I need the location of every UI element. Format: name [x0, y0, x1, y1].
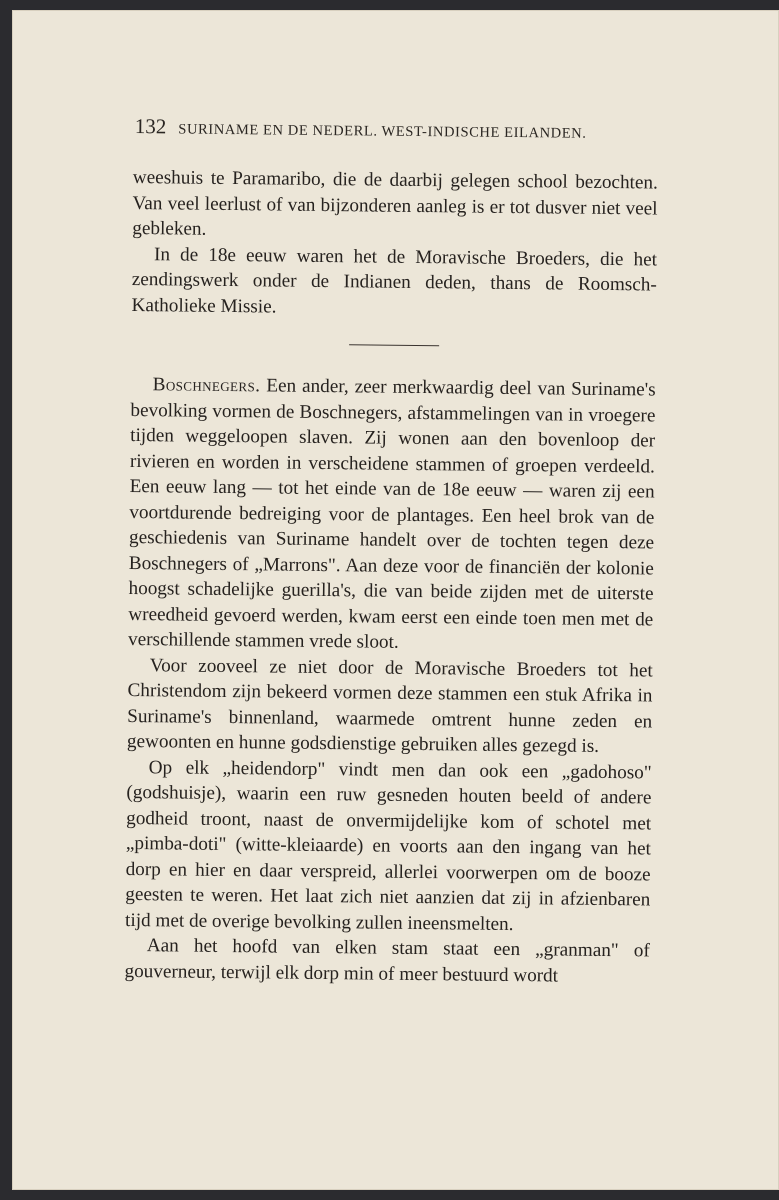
- running-head: [135, 114, 675, 145]
- book-page: [12, 10, 779, 1190]
- paragraph-christendom: Voor zooveel ze niet door de Moravische Broeders tot het Christendom zijn bekeerd vormen deze stammen een stuk Afrika in Suriname's binnenland, waarmede omtrent hunne zeden en gewoonten en hunne godsdienstige gebruiken alles gezegd is.: [126, 654, 653, 757]
- paragraph-granman: Aan het hoofd van elken stam staat een „granman" of gouverneur, terwijl elk dorp min of meer bestuurd wordt: [124, 935, 650, 986]
- section-heading: Boschnegers.: [152, 374, 261, 397]
- section-divider: [349, 344, 439, 346]
- running-title: SURINAME EN DE NEDERL. WEST-INDISCHE EILANDEN.: [178, 121, 587, 142]
- paragraph-heidendorp: Op elk „heidendorp" vindt men dan ook een „gadohoso" (godshuisje), waarin een ruw gesneden houten beeld of andere godheid troont, naast de onvermijdelijke kom of schotel met „pimba-doti" (witte-kleiaarde) en voorts aan den ingang van het dorp en hier en daar verspreid, allerlei voorwerpen om de booze geesten te weren. Het laat zich niet aanzien dat zij in afzienbaren tijd met de overige bevolking zullen ineensmelten.: [124, 756, 652, 935]
- body-text: [124, 165, 658, 989]
- page-number: 132: [134, 114, 167, 139]
- paragraph-moravian-brothers: In de 18e eeuw waren het de Moravische Broeders, die het zendingswerk onder de Indianen deden, thans de Roomsch-Katholieke Missie.: [131, 243, 658, 318]
- paragraph-boschnegers: [128, 372, 656, 658]
- paragraph-boschnegers-text: Een ander, zeer merkwaardig deel van Suriname's bevolking vormen de Boschnegers, afstammelingen van in vroegere tijden weggeloopen slaven. Zij wonen aan den bovenloop der rivieren en worden in verscheidene stammen of groepen verdeeld. Een eeuw lang — tot het einde van de 18e eeuw — waren zij een voortdurende bedreiging voor de plantages. Een heel brok van de geschiedenis van Suriname handelt over de tochten tegen deze Boschnegers of „Marrons". Aan deze voor de financiën der kolonie hoogst schadelijke guerilla's, die van beide zijden met de uiterste wreedheid gevoerd werden, kwam eerst een einde toen men met de verschillende stammen vrede sloot.: [127, 375, 656, 653]
- paragraph-continuation: weeshuis te Paramaribo, die de daarbij gelegen school bezochten. Van veel leerlust of van bijzonderen aanleg is er tot dusver niet veel gebleken.: [132, 166, 658, 240]
